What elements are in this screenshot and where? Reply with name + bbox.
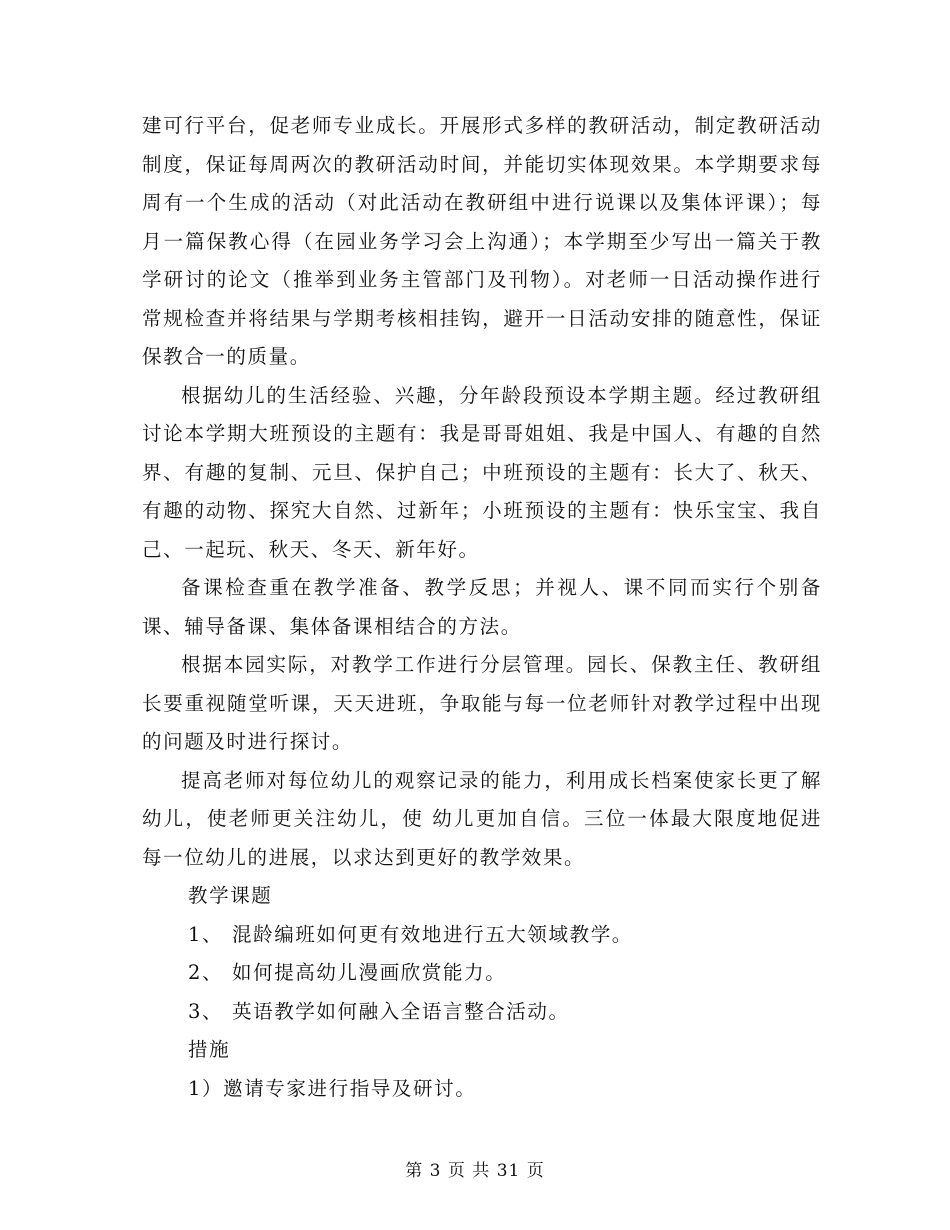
topic-item [142, 993, 822, 1032]
paragraph-platform: 建可行平台，促老师专业成长。开展形式多样的教研活动，制定教研活动制度，保证每周两次的教研活动时间，并能切实体现效果。本学期要求每周有一个生成的活动（对此活动在教研组中进行说课以及集体评课）；每月一篇保教心得（在园业务学习会上沟通）；本学期至少写出一篇关于教学研讨的论文（推举到业务主管部门及刊物）。对老师一日活动操作进行常规检查并将结果与学期考核相挂钩，避开一日活动安排的随意性，保证保教合一的质量。 [142, 114, 822, 368]
topic-text: 混龄编班如何更有效地进行五大领域教学。 [232, 922, 633, 946]
section-title-teaching-topics: 教学课题 [188, 884, 273, 907]
page-footer: 第 3 页 共 31 页 [405, 1161, 545, 1181]
paragraph-lesson-prep: 备课检查重在教学准备、教学反思；并视人、课不同而实行个别备课、辅导备课、集体备课相结合的方法。 [142, 576, 822, 638]
document-body [142, 107, 822, 1108]
topic-number: 1、 [188, 922, 224, 946]
paragraph-management: 根据本园实际，对教学工作进行分层管理。园长、保教主任、教研组长要重视随堂听课，天天进班，争取能与每一位老师针对教学过程中出现的问题及时进行探讨。 [142, 653, 822, 753]
topic-item [142, 954, 822, 993]
topic-text: 如何提高幼儿漫画欣赏能力。 [232, 961, 507, 984]
topic-item [142, 916, 822, 955]
topic-number: 2、 [188, 961, 224, 984]
paragraph-observation: 提高老师对每位幼儿的观察记录的能力，利用成长档案使家长更了解幼儿，使老师更关注幼儿，使 幼儿更加自信。三位一体最大限度地促进每一位幼儿的进展，以求达到更好的教学效果。 [142, 768, 822, 869]
paragraph-themes: 根据幼儿的生活经验、兴趣，分年龄段预设本学期主题。经过教研组讨论本学期大班预设的主题有：我是哥哥姐姐、我是中国人、有趣的自然界、有趣的复制、元旦、保护自己；中班预设的主题有：长大了、秋天、有趣的动物、探究大自然、过新年；小班预设的主题有：快乐宝宝、我自己、一起玩、秋天、冬天、新年好。 [142, 383, 822, 561]
measure-item: 1）邀请专家进行指导及研讨。 [188, 1076, 477, 1100]
topic-text: 英语教学如何融入全语言整合活动。 [232, 999, 570, 1023]
topic-number: 3、 [188, 999, 224, 1023]
section-title-measures: 措施 [188, 1038, 231, 1061]
